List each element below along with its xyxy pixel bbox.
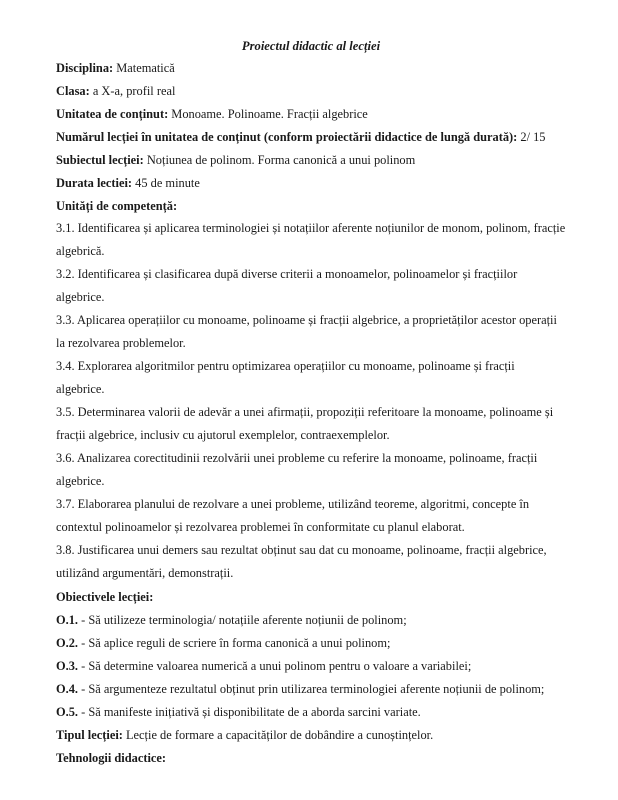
competency-item: 3.2. Identificarea și clasificarea după diverse criterii a monoamelor, polinoamelor și fracțiilor algebrice. <box>56 267 518 304</box>
field-value: Matematică <box>113 61 175 75</box>
objective-code: O.5. <box>56 705 79 719</box>
field-label: Clasa: <box>56 84 90 98</box>
objective-text: - Să argumenteze rezultatul obținut prin utilizarea terminologiei aferente noțiunii de polinom; <box>78 682 545 696</box>
competency-item: 3.7. Elaborarea planului de rezolvare a unei probleme, utilizând teoreme, algoritmi, concepte în contextul polinoamelor și rezolvarea problemei în conformitate cu planul elaborat. <box>56 497 530 534</box>
objective-code: O.2. <box>56 636 79 650</box>
field-subject <box>56 152 566 175</box>
objective-item <box>56 704 566 727</box>
field-lesson-number <box>56 129 566 152</box>
objectives-heading: Obiectivele lecției: <box>56 590 154 604</box>
objective-text: - Să determine valoarea numerică a unui polinom pentru o valoare a variabilei; <box>78 659 472 673</box>
objective-text: - Să manifeste inițiativă și disponibilitate de a aborda sarcini variate. <box>78 705 421 719</box>
competency-item: 3.1. Identificarea și aplicarea terminologiei și notațiilor aferente noțiunilor de monom, polinom, fracție algebrică. <box>56 221 566 258</box>
field-label: Numărul lecției în unitatea de conținut (conform proiectării didactice de lungă durată): <box>56 130 518 144</box>
objective-code: O.3. <box>56 659 79 673</box>
objective-text: - Să aplice reguli de scriere în forma canonică a unui polinom; <box>78 636 391 650</box>
field-label: Unitatea de conținut: <box>56 107 169 121</box>
field-label: Durata lectiei: <box>56 176 133 190</box>
objective-item <box>56 635 566 658</box>
technologies-heading: Tehnologii didactice: <box>56 751 167 765</box>
document-title: Proiectul didactic al lecției <box>241 39 381 53</box>
field-value: a X-a, profil real <box>89 84 176 98</box>
competency-item: 3.6. Analizarea corectitudinii rezolvării unei probleme cu referire la monoame, polinoame, fracții algebrice. <box>56 451 538 488</box>
lesson-type <box>56 727 566 750</box>
field-value: Monoame. Polinoame. Fracții algebrice <box>168 107 368 121</box>
objective-item <box>56 658 566 681</box>
competencies-heading: Unități de competență: <box>56 199 178 213</box>
objective-code: O.4. <box>56 682 79 696</box>
objective-code: O.1. <box>56 613 79 627</box>
competency-item: 3.4. Explorarea algoritmilor pentru optimizarea operațiilor cu monoame, polinoame și fracții algebrice. <box>56 359 515 396</box>
objective-item <box>56 612 566 635</box>
document-page <box>56 38 566 773</box>
competencies-list <box>56 221 566 589</box>
field-value: Noțiunea de polinom. Forma canonică a unui polinom <box>143 153 416 167</box>
competency-item: 3.8. Justificarea unui demers sau rezultat obținut sau dat cu monoame, polinoame, fracții algebrice, utilizând argumentări, demonstrații. <box>56 543 547 580</box>
field-discipline <box>56 60 566 83</box>
field-content-unit <box>56 106 566 129</box>
lesson-type-label: Tipul lecției: <box>56 728 123 742</box>
field-value: 2/ 15 <box>517 130 546 144</box>
lesson-type-value: Lecție de formare a capacităților de dobândire a cunoștințelor. <box>122 728 434 742</box>
objective-text: - Să utilizeze terminologia/ notațiile aferente noțiunii de polinom; <box>78 613 407 627</box>
field-class <box>56 83 566 106</box>
competency-item: 3.5. Determinarea valorii de adevăr a unei afirmații, propoziții referitoare la monoame, polinoame și fracții algebrice, inclusiv cu ajutorul exemplelor, contraexemplelor. <box>56 405 554 442</box>
field-label: Disciplina: <box>56 61 114 75</box>
competency-item: 3.3. Aplicarea operațiilor cu monoame, polinoame și fracții algebrice, a proprietăților acestor operații la rezolvarea problemelor. <box>56 313 557 350</box>
field-duration <box>56 175 566 198</box>
field-value: 45 de minute <box>132 176 200 190</box>
field-label: Subiectul lecției: <box>56 153 144 167</box>
objective-item <box>56 681 566 704</box>
